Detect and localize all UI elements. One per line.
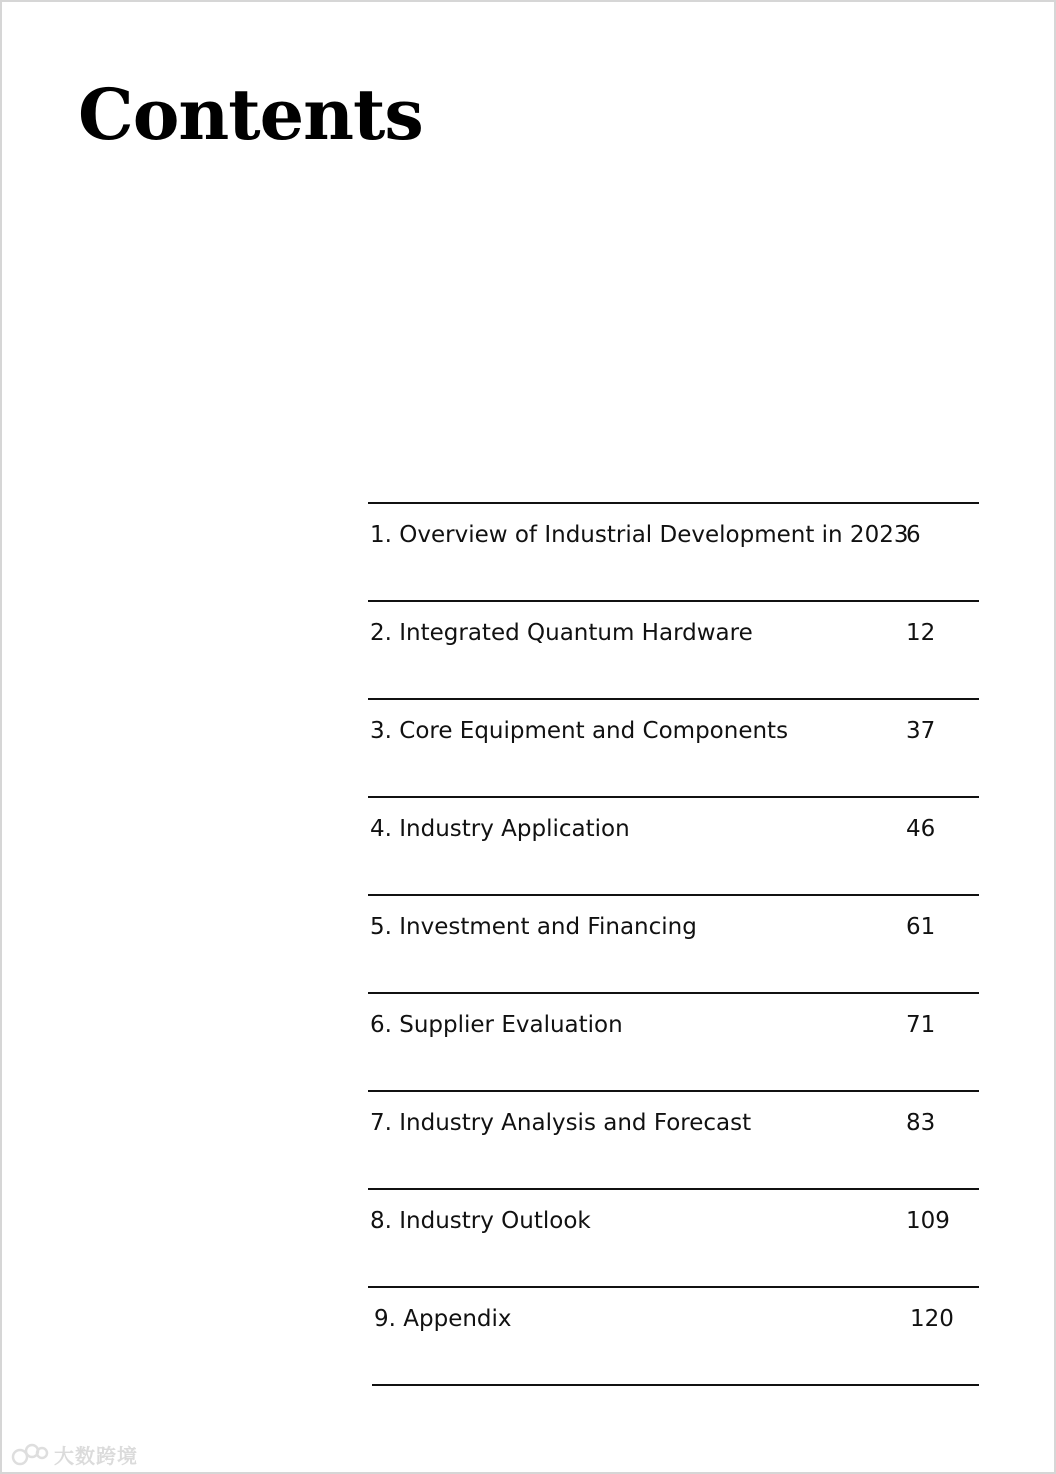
toc-entry[interactable] xyxy=(368,1092,979,1190)
toc-entry-page: 109 xyxy=(906,1208,950,1234)
toc-entry[interactable] xyxy=(368,602,979,700)
toc-entry-page: 6 xyxy=(906,522,921,548)
page-title: Contents xyxy=(78,73,423,156)
toc-entry-page: 61 xyxy=(906,914,936,940)
toc-entry-page: 83 xyxy=(906,1110,936,1136)
toc-entry[interactable] xyxy=(368,504,979,602)
toc-entry[interactable] xyxy=(372,1288,979,1386)
toc-entry-label: 3. Core Equipment and Components xyxy=(370,718,789,744)
toc-entry-label: 8. Industry Outlook xyxy=(370,1208,591,1234)
toc-entry-page: 37 xyxy=(906,718,936,744)
toc-entry-page: 71 xyxy=(906,1012,936,1038)
watermark xyxy=(10,1440,138,1469)
toc-entry-label: 4. Industry Application xyxy=(370,816,630,842)
watermark-text: 大数跨境 xyxy=(54,1444,138,1468)
toc-entry-label: 2. Integrated Quantum Hardware xyxy=(370,620,753,646)
toc-entry-label: 5. Investment and Financing xyxy=(370,914,697,940)
toc-entry-page: 120 xyxy=(910,1306,954,1332)
toc-entry-label: 7. Industry Analysis and Forecast xyxy=(370,1110,752,1136)
toc-entry[interactable] xyxy=(368,1190,979,1288)
toc-entry[interactable] xyxy=(368,896,979,994)
toc-entry-label: 1. Overview of Industrial Development in 2023 xyxy=(370,522,909,548)
toc-entry[interactable] xyxy=(368,700,979,798)
toc-entry[interactable] xyxy=(368,994,979,1092)
cloud-logo-icon xyxy=(10,1441,50,1469)
toc-entry-label: 9. Appendix xyxy=(374,1306,512,1332)
toc-entry-page: 12 xyxy=(906,620,936,646)
toc-entry[interactable] xyxy=(368,798,979,896)
toc-entry-label: 6. Supplier Evaluation xyxy=(370,1012,623,1038)
toc-entry-page: 46 xyxy=(906,816,936,842)
table-of-contents xyxy=(368,502,979,1386)
